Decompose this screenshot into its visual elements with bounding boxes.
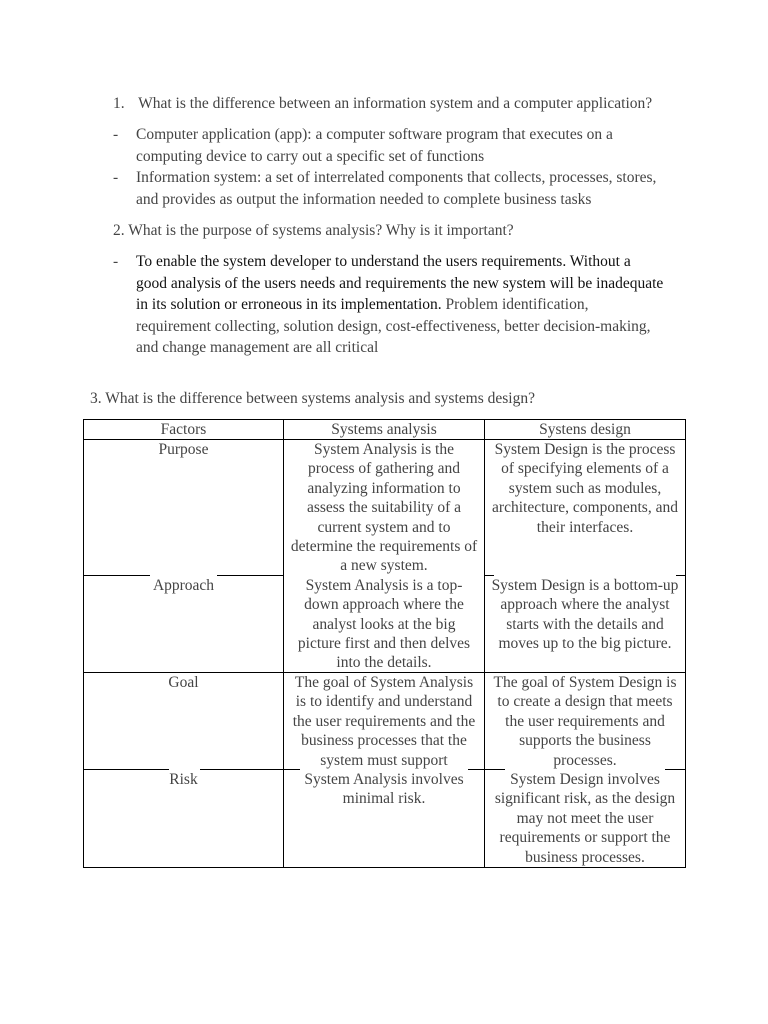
row-goal-factor-cell xyxy=(84,673,284,770)
header-systems-design: Systens design xyxy=(485,420,686,440)
row-approach-design xyxy=(485,576,686,673)
row-risk-analysis-text: System Analysis involves minimal risk. xyxy=(304,770,464,808)
row-separator xyxy=(284,672,485,673)
row-risk-design xyxy=(485,770,686,868)
header-factors: Factors xyxy=(84,420,284,440)
row-risk-factor: Risk xyxy=(169,770,198,788)
row-separator xyxy=(84,672,284,673)
question-1-number: 1. xyxy=(113,95,125,112)
row-separator xyxy=(485,769,505,770)
row-risk-design-text: System Design involves significant risk, as the design may not meet the user requirements or support the business processes. xyxy=(494,770,676,866)
row-approach-factor: Approach xyxy=(152,576,215,594)
row-separator xyxy=(84,769,169,770)
row-purpose-factor: Purpose xyxy=(84,440,284,576)
q2-answer-extra: Problem identification, requirement collecting, solution design, cost-effectiveness, better decision-making, and change management are all critical xyxy=(136,296,651,356)
row-separator xyxy=(665,769,686,770)
row-goal-factor: Goal xyxy=(168,673,199,691)
row-approach-analysis-text: System Analysis is a top-down approach where the analyst looks at the big picture first and then delves into the details. xyxy=(297,576,471,672)
row-risk-factor-cell xyxy=(84,770,284,868)
header-systems-analysis: Systems analysis xyxy=(284,420,485,440)
q2-answer-main: To enable the system developer to understand the users requirements. Without a good analysis of the users needs and requirements the new system will be inadequate in its solution or erroneous in its implementation. xyxy=(136,253,664,313)
table-row xyxy=(84,770,686,868)
row-separator xyxy=(485,672,686,673)
question-1-text: What is the difference between an information system and a computer application? xyxy=(138,95,653,112)
bullet-dash: - xyxy=(113,169,119,186)
row-approach-design-text: System Design is a bottom-up approach where the analyst starts with the details and moves up to the big picture. xyxy=(491,576,679,653)
row-goal-analysis xyxy=(284,673,485,770)
row-goal-design-text: The goal of System Design is to create a design that meets the user requirements and supports the business processes. xyxy=(493,673,677,769)
bullet-dash: - xyxy=(113,253,119,270)
row-purpose-design: System Design is the process of specifying elements of a system such as modules, architecture, components, and their interfaces. xyxy=(485,440,686,576)
row-separator xyxy=(468,769,485,770)
row-goal-analysis-text: The goal of System Analysis is to identify and understand the user requirements and the business processes that the system must support xyxy=(292,673,476,769)
q1-bullet-app-text: Computer application (app): a computer software program that executes on a computing device to carry out a specific set of functions xyxy=(136,126,613,165)
question-2: 2. What is the purpose of systems analysis? Why is it important? xyxy=(113,222,514,239)
row-separator xyxy=(284,769,300,770)
bullet-dash: - xyxy=(113,126,119,143)
row-approach-analysis xyxy=(284,576,485,673)
table-row xyxy=(84,673,686,770)
question-3: 3. What is the difference between systems analysis and systems design? xyxy=(90,390,535,407)
q2-bullet-text xyxy=(136,251,664,359)
row-separator xyxy=(84,575,150,576)
row-goal-design xyxy=(485,673,686,770)
row-risk-analysis xyxy=(284,770,485,868)
row-approach-factor-cell xyxy=(84,576,284,673)
table-header-row xyxy=(84,420,686,440)
question-1 xyxy=(113,93,652,114)
row-separator xyxy=(217,575,284,576)
row-separator xyxy=(676,575,686,576)
row-purpose-analysis: System Analysis is the process of gathering and analyzing information to assess the suitability of a current system and to determine the requirements of a new system. xyxy=(284,440,485,576)
row-separator xyxy=(200,769,284,770)
table-row xyxy=(84,440,686,576)
table-row xyxy=(84,576,686,673)
comparison-table xyxy=(83,419,686,868)
row-separator xyxy=(485,575,494,576)
q1-bullet-is-text: Information system: a set of interrelated components that collects, processes, stores, and provides as output the information needed to complete business tasks xyxy=(136,169,657,208)
